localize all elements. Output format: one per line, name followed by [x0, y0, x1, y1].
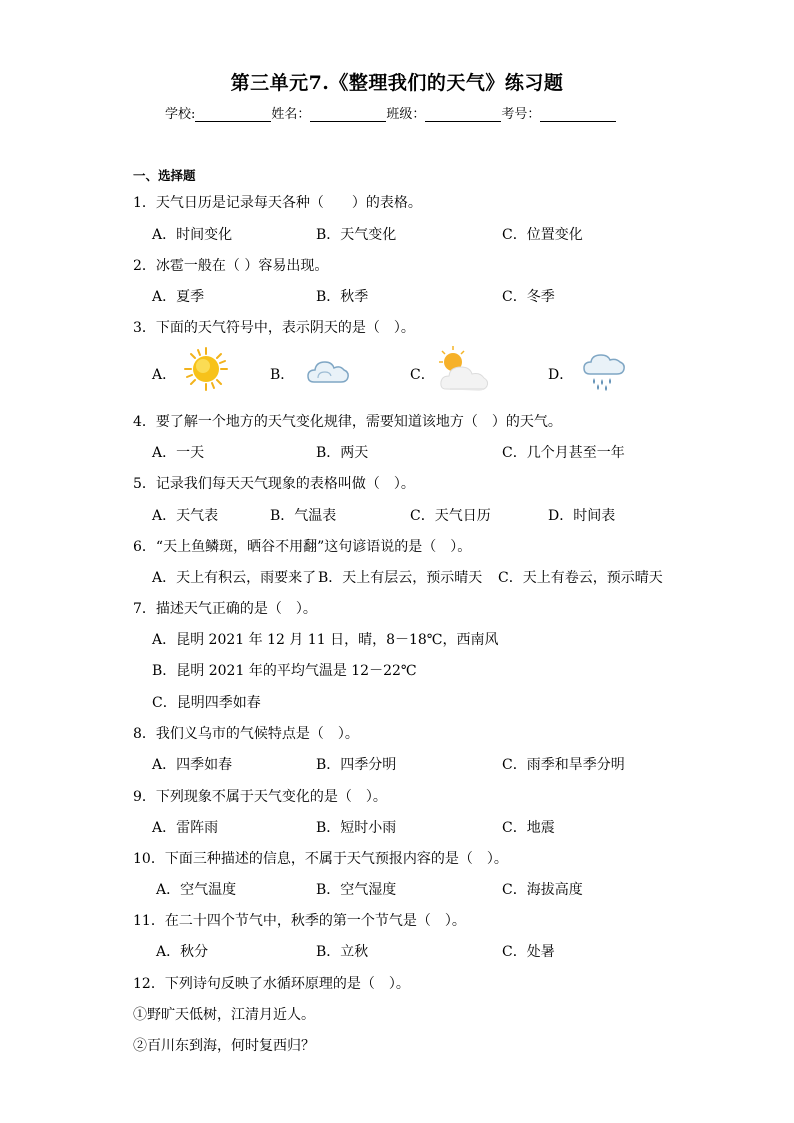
option-d[interactable]: D．时间表: [548, 508, 616, 524]
option-b[interactable]: B．立秋: [316, 944, 369, 960]
name-blank[interactable]: [310, 107, 386, 122]
student-info-row: [165, 103, 616, 122]
option-b[interactable]: B．: [270, 367, 295, 383]
option-c[interactable]: C．: [410, 367, 435, 383]
school-blank[interactable]: [195, 107, 271, 122]
question-stem: 6．“天上鱼鳞斑，晒谷不用翻”这句谚语说的是（ ）。: [133, 539, 472, 555]
option-a[interactable]: A．秋分: [156, 944, 209, 960]
class-blank[interactable]: [425, 107, 501, 122]
exam-no-label: 考号：: [501, 107, 541, 122]
section-heading: 一、选择题: [133, 168, 196, 183]
question-stem: 12．下列诗句反映了水循环原理的是（ ）。: [133, 976, 410, 992]
option-a[interactable]: A．: [152, 367, 177, 383]
option-b[interactable]: B．空气湿度: [316, 882, 397, 898]
option-c[interactable]: C．处暑: [502, 944, 555, 960]
option-c[interactable]: C．海拔高度: [502, 882, 583, 898]
option-d[interactable]: D．: [548, 367, 574, 383]
option-a[interactable]: A．天上有积云，雨要来了: [152, 570, 317, 586]
question-stem: 1．天气日历是记录每天各种（ ）的表格。: [133, 195, 422, 211]
question-stem: 2．冰雹一般在（ ）容易出现。: [133, 258, 329, 274]
sun-icon: [182, 345, 230, 397]
option-b[interactable]: B．四季分明: [316, 757, 397, 773]
option-c[interactable]: C．天上有卷云，预示晴天: [498, 570, 663, 586]
class-label: 班级：: [386, 107, 426, 122]
option-a[interactable]: A．雷阵雨: [152, 820, 219, 836]
name-label: 姓名：: [271, 107, 311, 122]
option-a[interactable]: A．昆明 2021 年 12 月 11 日，晴，8－18℃，西南风: [152, 632, 499, 648]
option-b[interactable]: B．昆明 2021 年的平均气温是 12－22℃: [152, 663, 417, 679]
question-stem: 11．在二十四个节气中，秋季的第一个节气是（ ）。: [133, 913, 466, 929]
poem-line-1: ①野旷天低树，江清月近人。: [133, 1007, 315, 1023]
option-c[interactable]: C．位置变化: [502, 227, 583, 243]
question-stem: 5．记录我们每天天气现象的表格叫做（ ）。: [133, 476, 415, 492]
rain-cloud-icon: [582, 352, 626, 404]
option-b[interactable]: B．天上有层云，预示晴天: [318, 570, 483, 586]
exam-no-blank[interactable]: [540, 107, 616, 122]
question-stem: 8．我们义乌市的气候特点是（ ）。: [133, 726, 359, 742]
sun-behind-cloud-icon: [438, 345, 490, 397]
option-b[interactable]: B．气温表: [270, 508, 337, 524]
option-c[interactable]: C．冬季: [502, 289, 555, 305]
cloud-icon: [306, 356, 350, 408]
option-b[interactable]: B．天气变化: [316, 227, 397, 243]
poem-line-2: ②百川东到海，何时复西归？: [133, 1038, 315, 1054]
school-label: 学校:: [165, 107, 196, 122]
option-b[interactable]: B．秋季: [316, 289, 369, 305]
option-a[interactable]: A．时间变化: [152, 227, 233, 243]
option-a[interactable]: A．夏季: [152, 289, 205, 305]
question-stem: 3．下面的天气符号中，表示阴天的是（ ）。: [133, 320, 415, 336]
option-b[interactable]: B．短时小雨: [316, 820, 397, 836]
question-stem: 10．下面三种描述的信息，不属于天气预报内容的是（ ）。: [133, 851, 508, 867]
option-c[interactable]: C．雨季和旱季分明: [502, 757, 625, 773]
option-a[interactable]: A．一天: [152, 445, 205, 461]
question-stem: 4．要了解一个地方的天气变化规律，需要知道该地方（ ）的天气。: [133, 414, 562, 430]
option-c[interactable]: C．天气日历: [410, 508, 491, 524]
option-a[interactable]: A．天气表: [152, 508, 219, 524]
option-a[interactable]: A．四季如春: [152, 757, 233, 773]
option-c[interactable]: C．地震: [502, 820, 555, 836]
option-a[interactable]: A．空气温度: [156, 882, 237, 898]
option-c[interactable]: C．几个月甚至一年: [502, 445, 625, 461]
question-stem: 7．描述天气正确的是（ ）。: [133, 601, 317, 617]
option-b[interactable]: B．两天: [316, 445, 369, 461]
option-c[interactable]: C．昆明四季如春: [152, 695, 261, 711]
question-stem: 9．下列现象不属于天气变化的是（ ）。: [133, 789, 387, 805]
page-title: 第三单元7.《整理我们的天气》练习题: [230, 72, 564, 94]
